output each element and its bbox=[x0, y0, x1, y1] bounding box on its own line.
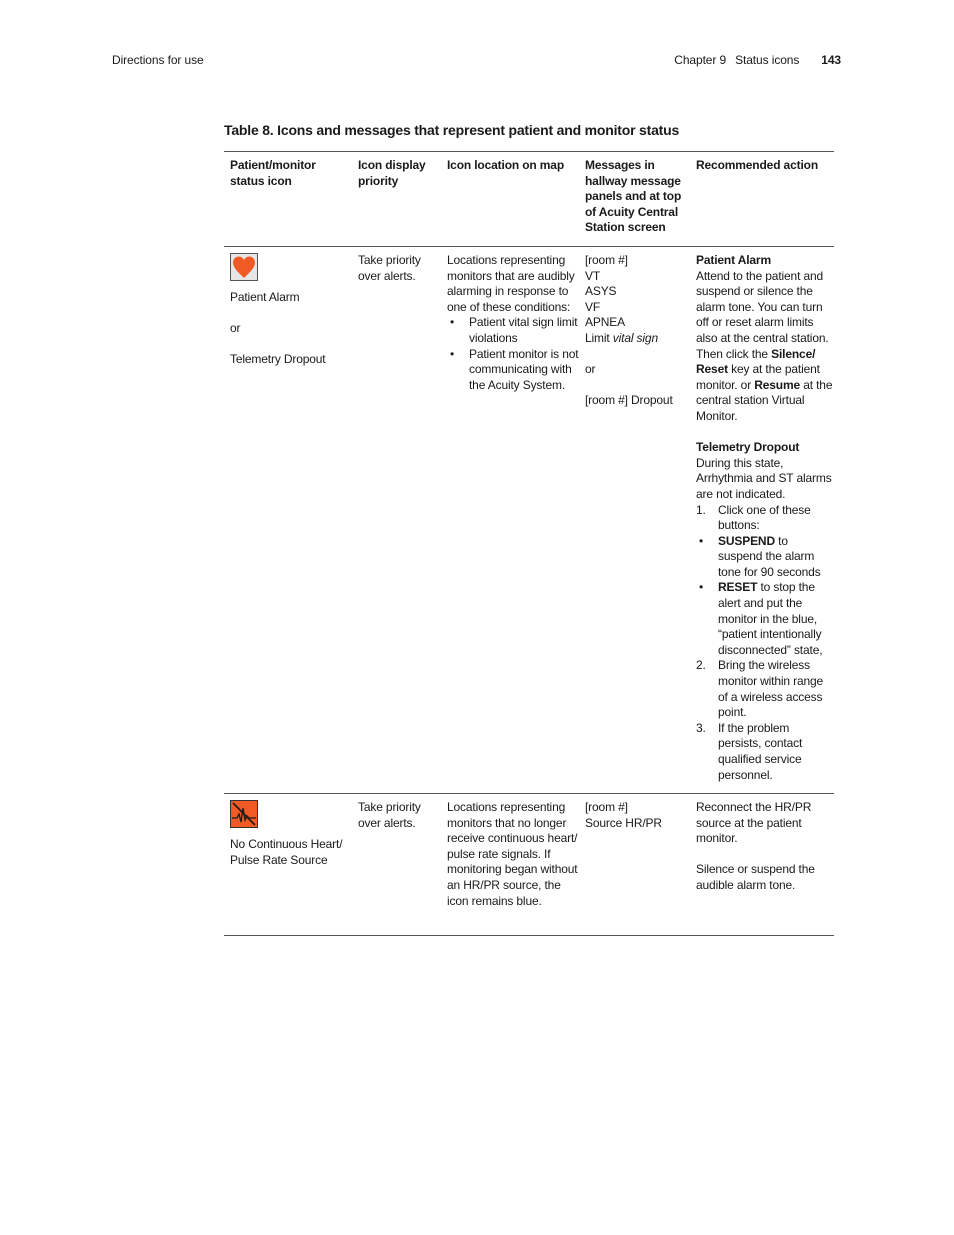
page-number: 143 bbox=[821, 53, 841, 67]
column-header-status-icon: Patient/monitor status icon bbox=[230, 158, 316, 188]
action-cell bbox=[696, 253, 834, 783]
table-header-row bbox=[224, 151, 834, 246]
action-title-patient-alarm: Patient Alarm bbox=[696, 253, 771, 267]
list-item: • RESET to stop the alert and put the monitor in the blue, “patient intentionally disconnected” state, bbox=[696, 580, 834, 658]
list-item: • SUSPEND to suspend the alarm tone for 90 seconds bbox=[696, 534, 834, 581]
no-heart-rate-source-icon bbox=[230, 800, 258, 828]
message-line: Limit vital sign bbox=[585, 330, 658, 345]
status-icon-cell bbox=[230, 800, 352, 868]
list-item: 1. Click one of these buttons: bbox=[696, 502, 811, 533]
status-patient-alarm: Patient Alarm bbox=[230, 290, 300, 304]
status-telemetry-dropout: Telemetry Dropout bbox=[230, 352, 326, 367]
heart-icon bbox=[230, 253, 258, 281]
message-line: ASYS bbox=[585, 284, 617, 299]
list-item: 2. Bring the wireless monitor within range of a wireless access point. bbox=[696, 658, 824, 720]
status-or: or bbox=[230, 321, 241, 336]
table-row bbox=[224, 246, 834, 793]
action-text: During this state, Arrhythmia and ST alarms are not indicated. bbox=[696, 455, 832, 501]
location-intro: Locations representing monitors that are audibly alarming in response to one of these conditions: bbox=[447, 253, 575, 314]
message-line: [room #] bbox=[585, 253, 628, 267]
list-item: • Patient vital sign limit violations bbox=[447, 315, 579, 346]
action-cell bbox=[696, 800, 834, 894]
message-line: APNEA bbox=[585, 315, 625, 330]
message-line: VT bbox=[585, 268, 601, 283]
list-item: 3. If the problem persists, contact qualified service personnel. bbox=[696, 720, 803, 782]
running-header-right bbox=[674, 53, 841, 67]
action-title-telemetry-dropout: Telemetry Dropout bbox=[696, 440, 800, 455]
status-no-hr-source: No Continuous Heart/ Pulse Rate Source bbox=[230, 837, 343, 867]
priority-cell: Take priority over alerts. bbox=[358, 253, 421, 283]
chapter-label: Chapter 9 bbox=[674, 53, 727, 67]
status-icon-cell bbox=[230, 253, 352, 368]
section-label: Status icons bbox=[735, 53, 800, 67]
messages-cell bbox=[585, 800, 687, 831]
column-header-location: Icon location on map bbox=[447, 158, 565, 172]
location-cell: Locations representing monitors that no longer receive continuous heart/ pulse rate signals. If monitoring began without an HR/PR source, the icon remains blue. bbox=[447, 800, 578, 908]
message-or: or bbox=[585, 362, 596, 377]
priority-cell: Take priority over alerts. bbox=[358, 800, 421, 830]
column-header-messages: Messages in hallway message panels and at top of Acuity Central Station screen bbox=[585, 158, 682, 235]
column-header-priority: Icon display priority bbox=[358, 158, 426, 188]
message-line: Source HR/PR bbox=[585, 815, 662, 830]
message-line: VF bbox=[585, 299, 601, 314]
running-header-left: Directions for use bbox=[112, 53, 204, 67]
action-text: Silence or suspend the audible alarm tone. bbox=[696, 862, 815, 892]
message-line: [room #] Dropout bbox=[585, 393, 673, 408]
message-line: [room #] bbox=[585, 800, 628, 814]
location-cell bbox=[447, 253, 579, 393]
action-text: Reconnect the HR/PR source at the patient monitor. bbox=[696, 800, 812, 846]
table-caption: Table 8. Icons and messages that represent patient and monitor status bbox=[224, 122, 680, 138]
status-table bbox=[224, 151, 834, 936]
list-item: • Patient monitor is not communicating with the Acuity System. bbox=[447, 347, 579, 394]
table-row bbox=[224, 793, 834, 936]
action-text: Attend to the patient and suspend or silence the alarm tone. You can turn off or reset alarm limits also at the central station. Then click the Silence/ Reset key at the patient monitor. or Resume at the central station Virtual Monitor. bbox=[696, 268, 833, 423]
messages-cell bbox=[585, 253, 687, 409]
column-header-action: Recommended action bbox=[696, 158, 818, 172]
